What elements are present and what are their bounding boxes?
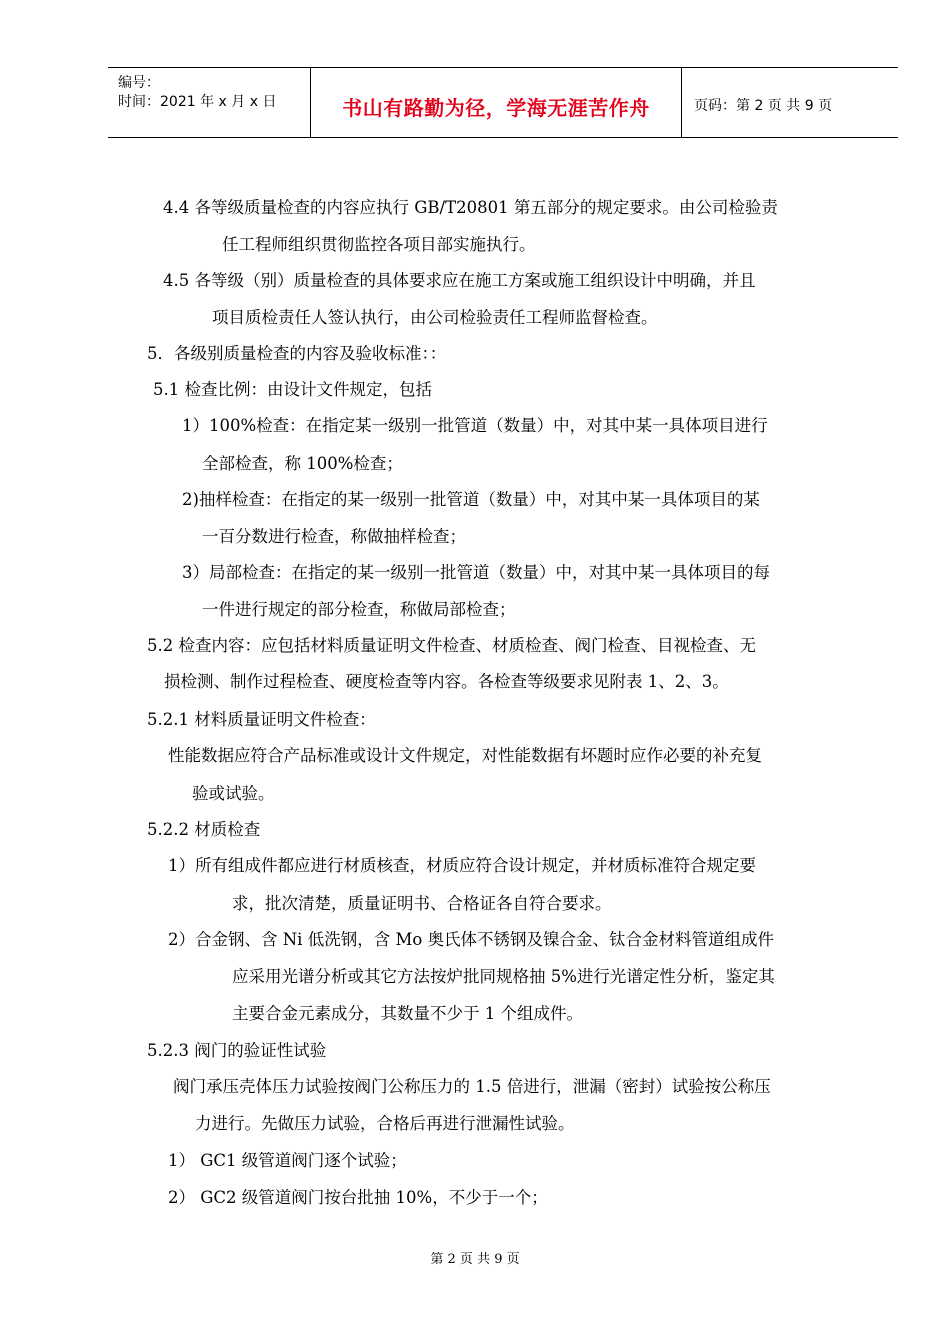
body-line: 求，批次清楚，质量证明书、合格证各自符合要求。 — [232, 894, 612, 913]
list-item: 2） GC2 级管道阀门按台批抽 10%，不少于一个； — [168, 1188, 548, 1207]
section-heading: 5.2.2 材质检查 — [147, 820, 261, 839]
body-line: 5.2 检查内容：应包括材料质量证明文件检查、材质检查、阀门检查、目视检查、无 — [147, 636, 756, 655]
section-heading: 5．各级别质量检查的内容及验收标准：： — [147, 344, 447, 363]
list-item: 1） GC1 级管道阀门逐个试验； — [168, 1151, 407, 1170]
body-line: 1）100%检查：在指定某一级别一批管道（数量）中，对其中某一具体项目进行 — [182, 416, 768, 435]
body-line: 性能数据应符合产品标准或设计文件规定，对性能数据有坏题时应作必要的补充复 — [168, 746, 762, 765]
page-footer: 第 2 页 共 9 页 — [430, 1252, 520, 1267]
section-heading: 5.2.3 阀门的验证性试验 — [147, 1041, 327, 1060]
body-line: 力进行。先做压力试验，合格后再进行泄漏性试验。 — [195, 1114, 575, 1133]
body-line: 3）局部检查：在指定的某一级别一批管道（数量）中，对其中某一具体项目的每 — [182, 563, 770, 582]
header-page-info: 页码：第 2 页 共 9 页 — [694, 98, 833, 114]
document-date: 时间：2021 年 x 月 x 日 — [118, 94, 277, 110]
document-number: 编号： — [118, 75, 160, 91]
body-line: 验或试验。 — [192, 784, 275, 803]
section-heading: 5.1 检查比例：由设计文件规定，包括 — [153, 380, 432, 399]
body-line: 1）所有组成件都应进行材质核查，材质应符合设计规定，并材质标准符合规定要 — [168, 856, 756, 875]
body-line: 项目质检责任人签认执行，由公司检验责任工程师监督检查。 — [212, 308, 658, 327]
body-line: 全部检查，称 100%检查； — [202, 454, 403, 473]
header-motto-cell — [311, 68, 682, 137]
body-line: 2)抽样检查：在指定的某一级别一批管道（数量）中，对其中某一具体项目的某 — [182, 490, 760, 509]
header-page-cell — [692, 68, 897, 137]
section-heading: 5.2.1 材料质量证明文件检查： — [147, 710, 376, 729]
body-line: 4.4 各等级质量检查的内容应执行 GB/T20801 第五部分的规定要求。由公司检验责 — [163, 198, 778, 217]
body-line: 阀门承压壳体压力试验按阀门公称压力的 1.5 倍进行，泄漏（密封）试验按公称压 — [173, 1077, 771, 1096]
body-line: 损检测、制作过程检查、硬度检查等内容。各检查等级要求见附表 1、2、3。 — [164, 672, 729, 691]
body-line: 主要合金元素成分，其数量不少于 1 个组成件。 — [232, 1004, 583, 1023]
body-line: 一件进行规定的部分检查，称做局部检查； — [202, 600, 516, 619]
header-motto: 书山有路勤为径，学海无涯苦作舟 — [342, 96, 650, 120]
body-line: 任工程师组织贯彻监控各项目部实施执行。 — [222, 235, 536, 254]
page-header — [108, 67, 898, 138]
body-line: 应采用光谱分析或其它方法按炉批同规格抽 5%进行光谱定性分析，鉴定其 — [232, 967, 775, 986]
body-line: 2）合金钢、含 Ni 低洗钢，含 Mo 奥氏体不锈钢及镍合金、钛合金材料管道组成件 — [168, 930, 775, 949]
header-info-cell — [108, 68, 311, 137]
body-line: 4.5 各等级（别）质量检查的具体要求应在施工方案或施工组织设计中明确，并且 — [163, 271, 756, 290]
body-line: 一百分数进行检查，称做抽样检查； — [202, 527, 466, 546]
